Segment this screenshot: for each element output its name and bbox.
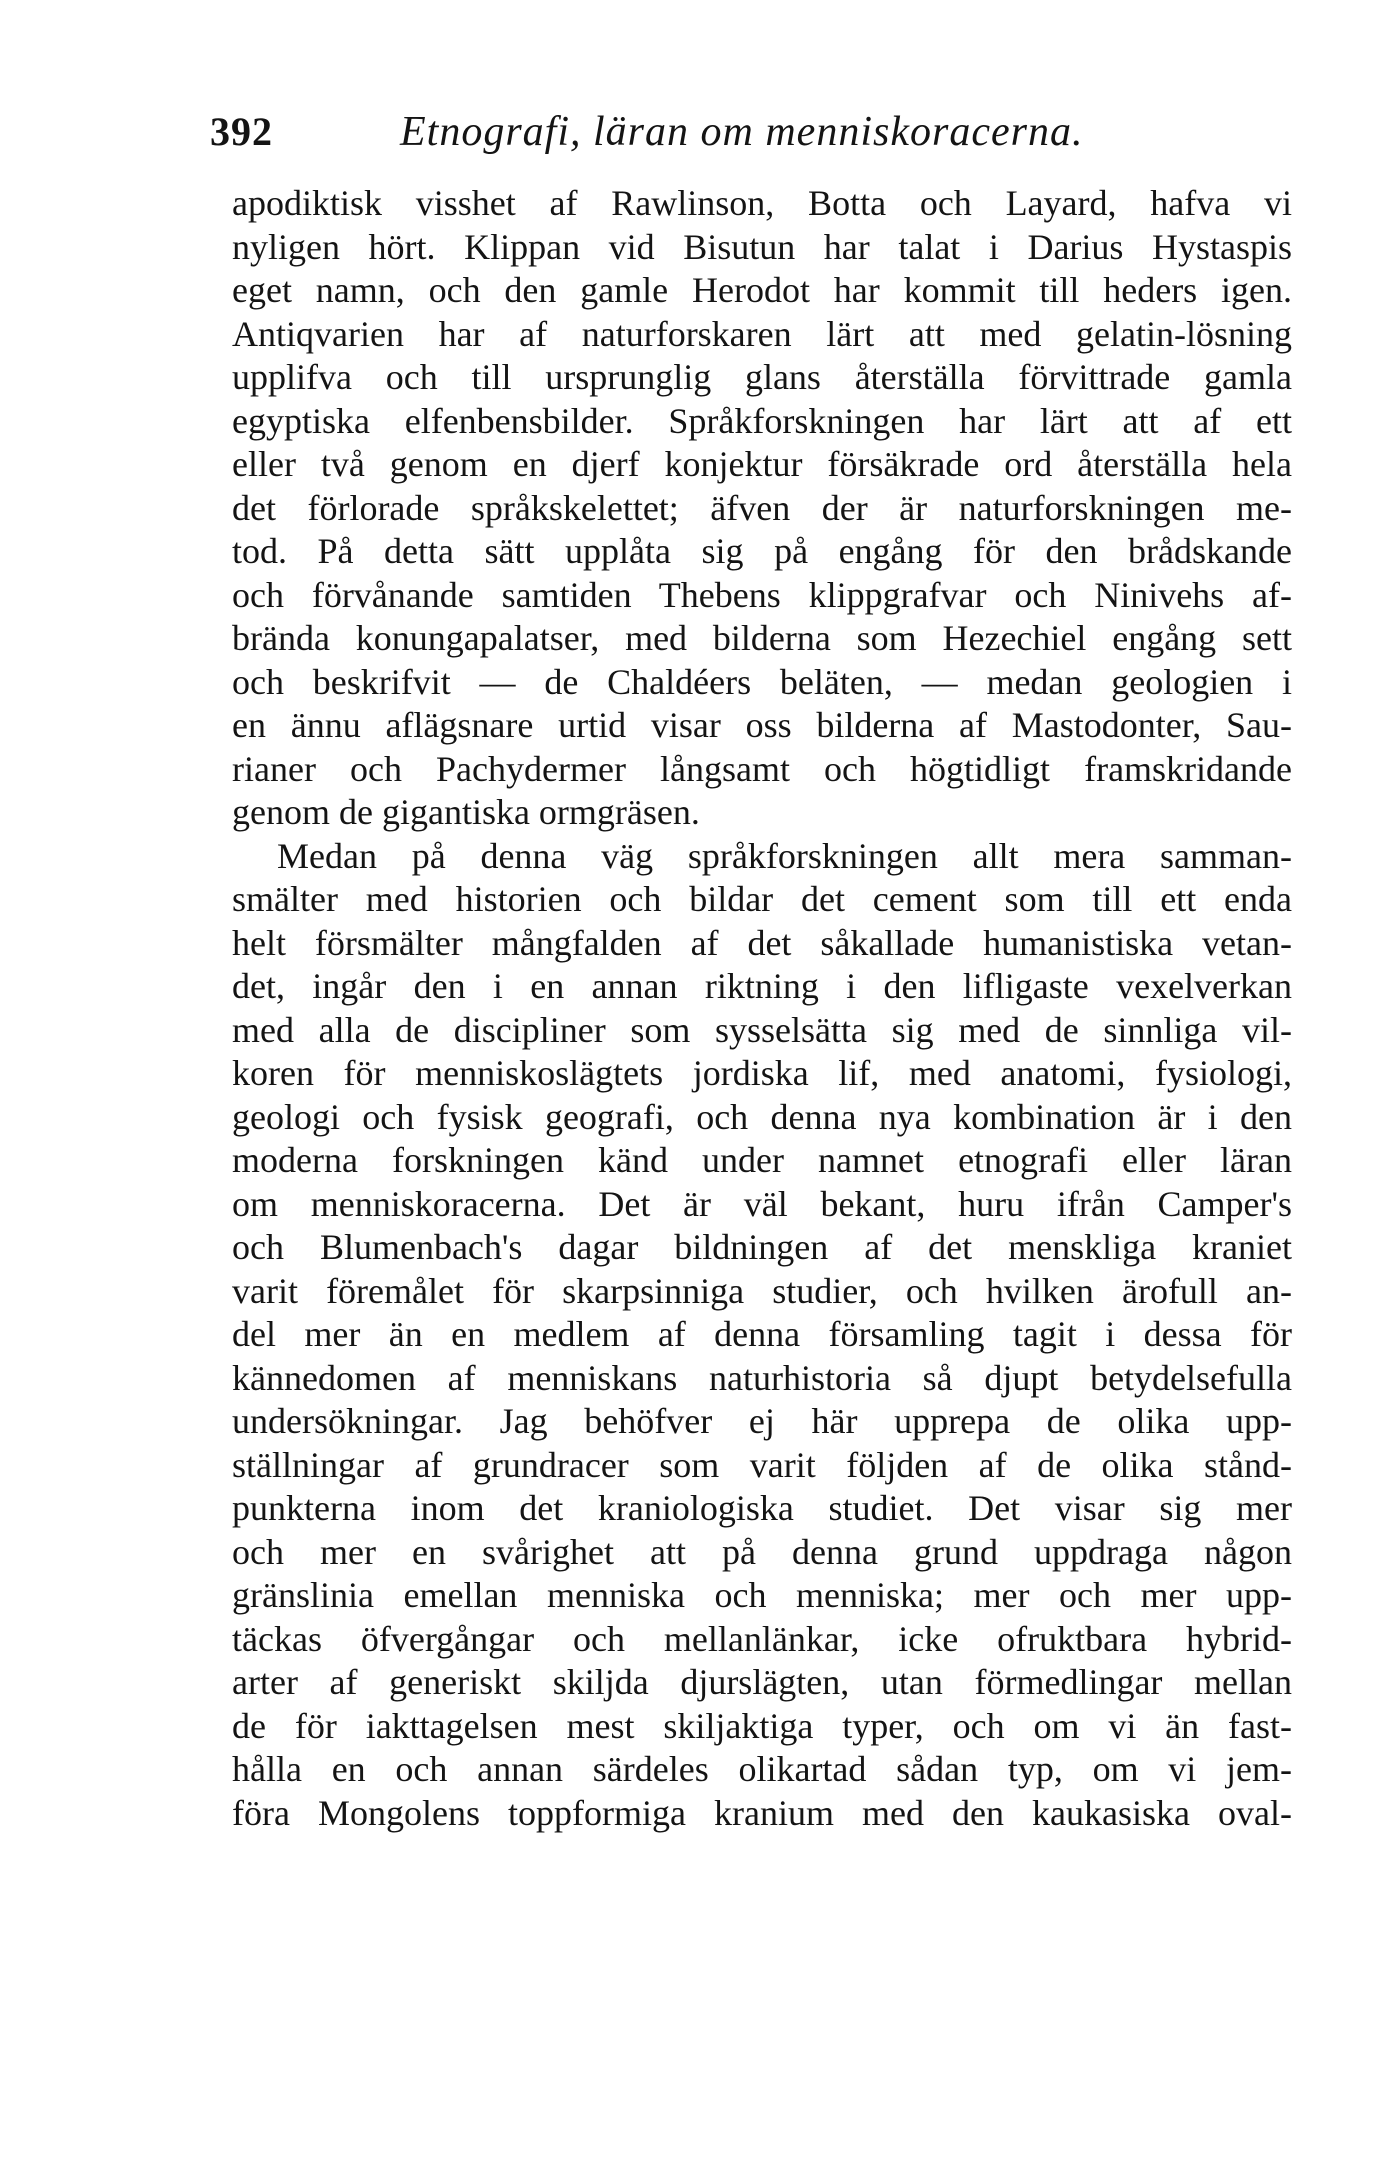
running-title: Etnografi, läran om menniskoracerna.	[400, 109, 1084, 155]
paragraph-start-line: Medan på denna väg språkforskningen allt mera samman-	[277, 835, 1292, 876]
text-line: om menniskoracerna. Det är väl bekant, huru ifrån Camper's	[232, 1183, 1292, 1224]
text-line: varit föremålet för skarpsinniga studier, och hvilken ärofull an-	[232, 1270, 1292, 1311]
text-line: apodiktisk visshet af Rawlinson, Botta och Layard, hafva vi	[232, 183, 1292, 223]
text-line: rianer och Pachydermer långsamt och högtidligt framskridande	[232, 748, 1292, 789]
text-line: Antiqvarien har af naturforskaren lärt att med gelatin-lösning	[232, 313, 1292, 354]
text-line: och mer en svårighet att på denna grund uppdraga någon	[232, 1531, 1292, 1572]
text-line: nyligen hört. Klippan vid Bisutun har talat i Darius Hystaspis	[232, 226, 1292, 267]
text-line: eget namn, och den gamle Herodot har kommit till heders igen.	[232, 270, 1292, 310]
text-line: moderna forskningen känd under namnet etnografi eller läran	[232, 1140, 1292, 1180]
text-line: punkterna inom det kraniologiska studiet. Det visar sig mer	[232, 1488, 1292, 1528]
text-line: föra Mongolens toppformiga kranium med den kaukasiska oval-	[232, 1792, 1292, 1833]
text-line: upplifva och till ursprunglig glans återställa förvittrade gamla	[232, 357, 1292, 397]
paragraph-end-line: genom de gigantiska ormgräsen.	[232, 792, 700, 832]
page-header	[200, 108, 1300, 168]
text-line: täckas öfvergångar och mellanlänkar, icke ofruktbara hybrid-	[232, 1618, 1292, 1659]
text-line: det förlorade språkskelettet; äfven der är naturforskningen me-	[232, 487, 1292, 528]
text-line: en ännu aflägsnare urtid visar oss bilderna af Mastodonter, Sau-	[232, 705, 1292, 745]
text-line: arter af generiskt skiljda djurslägten, utan förmedlingar mellan	[232, 1662, 1292, 1702]
text-line: hålla en och annan särdeles olikartad sådan typ, om vi jem-	[232, 1749, 1292, 1789]
page-number: 392	[210, 109, 273, 154]
text-line: brända konungapalatser, med bilderna som Hezechiel engång sett	[232, 618, 1292, 658]
text-line: och Blumenbach's dagar bildningen af det menskliga kraniet	[232, 1227, 1292, 1267]
text-line: och beskrifvit — de Chaldéers beläten, — medan geologien i	[232, 661, 1292, 702]
text-line: egyptiska elfenbensbilder. Språkforskningen har lärt att af ett	[232, 400, 1292, 441]
text-line: del mer än en medlem af denna församling tagit i dessa för	[232, 1314, 1292, 1354]
text-line: undersökningar. Jag behöfver ej här upprepa de olika upp-	[232, 1401, 1292, 1441]
text-line: och förvånande samtiden Thebens klippgrafvar och Ninivehs af-	[232, 574, 1292, 615]
text-line: koren för menniskoslägtets jordiska lif, med anatomi, fysiologi,	[232, 1053, 1292, 1093]
text-line: kännedomen af menniskans naturhistoria så djupt betydelsefulla	[232, 1357, 1292, 1398]
text-line: ställningar af grundracer som varit följden af de olika stånd-	[232, 1444, 1292, 1485]
text-line: tod. På detta sätt upplåta sig på engång för den brådskande	[232, 531, 1292, 571]
text-line: helt försmälter mångfalden af det såkallade humanistiska vetan-	[232, 922, 1292, 963]
text-line: de för iakttagelsen mest skiljaktiga typer, och om vi än fast-	[232, 1705, 1292, 1746]
text-line: det, ingår den i en annan riktning i den lifligaste vexelverkan	[232, 966, 1292, 1006]
text-line: smälter med historien och bildar det cement som till ett enda	[232, 879, 1292, 919]
text-line: gränslinia emellan menniska och menniska; mer och mer upp-	[232, 1575, 1292, 1615]
text-line: geologi och fysisk geografi, och denna nya kombination är i den	[232, 1096, 1292, 1137]
body-text	[232, 182, 1292, 1835]
text-line: eller två genom en djerf konjektur försäkrade ord återställa hela	[232, 444, 1292, 484]
text-line: med alla de discipliner som sysselsätta sig med de sinnliga vil-	[232, 1009, 1292, 1050]
